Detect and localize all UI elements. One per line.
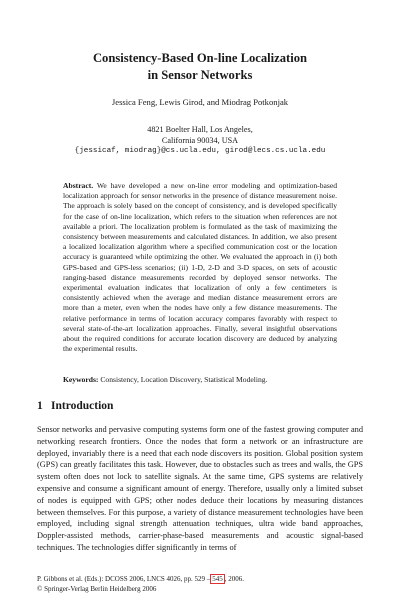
abstract (63, 181, 337, 354)
footer-copyright: © Springer-Verlag Berlin Heidelberg 2006 (37, 584, 157, 593)
authors: Jessica Feng, Lewis Girod, and Miodrag Potkonjak (111, 97, 289, 107)
section-title: Introduction (51, 400, 114, 412)
footer-citation-prefix: P. Gibbons et al. (Eds.): DCOSS 2006, LNCS 4026, pp. 529 – (37, 575, 211, 583)
footer-citation (37, 575, 244, 585)
paper-title-line2: in Sensor Networks (147, 68, 253, 82)
keywords-text: Consistency, Location Discovery, Statistical Modeling. (100, 375, 268, 384)
abstract-label: Abstract. (63, 181, 94, 190)
keywords-label: Keywords: (63, 375, 99, 384)
section-number: 1 (37, 400, 43, 412)
affiliation-address2: California 90034, USA (161, 136, 239, 145)
page-end-link[interactable]: 545 (212, 575, 223, 583)
abstract-text: We have developed a new on-line error modeling and optimization-based localization approach for sensor networks in the presence of distance measurement noise. The approach is solely based on the concept of consistency, and is developed specifically for the case of on-line localization, which refers to the situation when references are not available a priori. The localization problem is formulated as the task of maximizing the consistency between measurements and calculated distances. In addition, we also present a localized localization algorithm where a specified communication cost or the location accuracy is guaranteed while optimizing the other. We evaluated the approach in (i) both GPS-based and GPS-less scenarios; (ii) 1-D, 2-D and 3-D spaces, on sets of acoustic ranging-based distance measurements recorded by deployed sensor networks. The experimental evaluation indicates that localization of only a few centimeters is consistently achieved when the average and median distance measurement errors are more than a meter, even when the nodes have only a few distance measurements. The relative performance in terms of location accuracy compares favorably with respect to several state-of-the-art localization approaches. Finally, several insightful observations about the required conditions for accurate location discovery are deduced by analyzing the experimental results. (63, 181, 337, 354)
footer (37, 575, 244, 594)
affiliation-emails: {jessicaf, miodrag}@cs.ucla.edu, girod@lecs.cs.ucla.edu (74, 147, 326, 155)
paper-title-line1: Consistency-Based On-line Localization (92, 51, 308, 65)
affiliation-address1: 4821 Boelter Hall, Los Angeles, (147, 125, 253, 134)
intro-paragraph: Sensor networks and pervasive computing systems form one of the fastest growing computer and networking research frontiers. Once the nodes that form a network or an infrastructure are deployed, invariably there is a need that each node discovers its position. Global position system (GPS) can greatly facilitates this task. However, due to obstacles such as trees and walls, the GPS system often does not lock to satellite signals. At the same time, GPS systems are relatively expensive and consume a significant amount of energy. Therefore, usually only a limited subset of nodes is equipped with GPS; other nodes deduce their locations by measuring distances between themselves. For this purpose, a variety of distance measurement technologies have been employed, including signal strength attenuation techniques, ultra wide band approaches, Doppler-assisted methods, carrier-phase-based measurements and acoustic signal-based techniques. The technologies differ significantly in terms of (37, 425, 363, 552)
keywords (63, 375, 337, 384)
section-heading (37, 400, 113, 412)
footer-citation-suffix: , 2006. (224, 575, 245, 583)
